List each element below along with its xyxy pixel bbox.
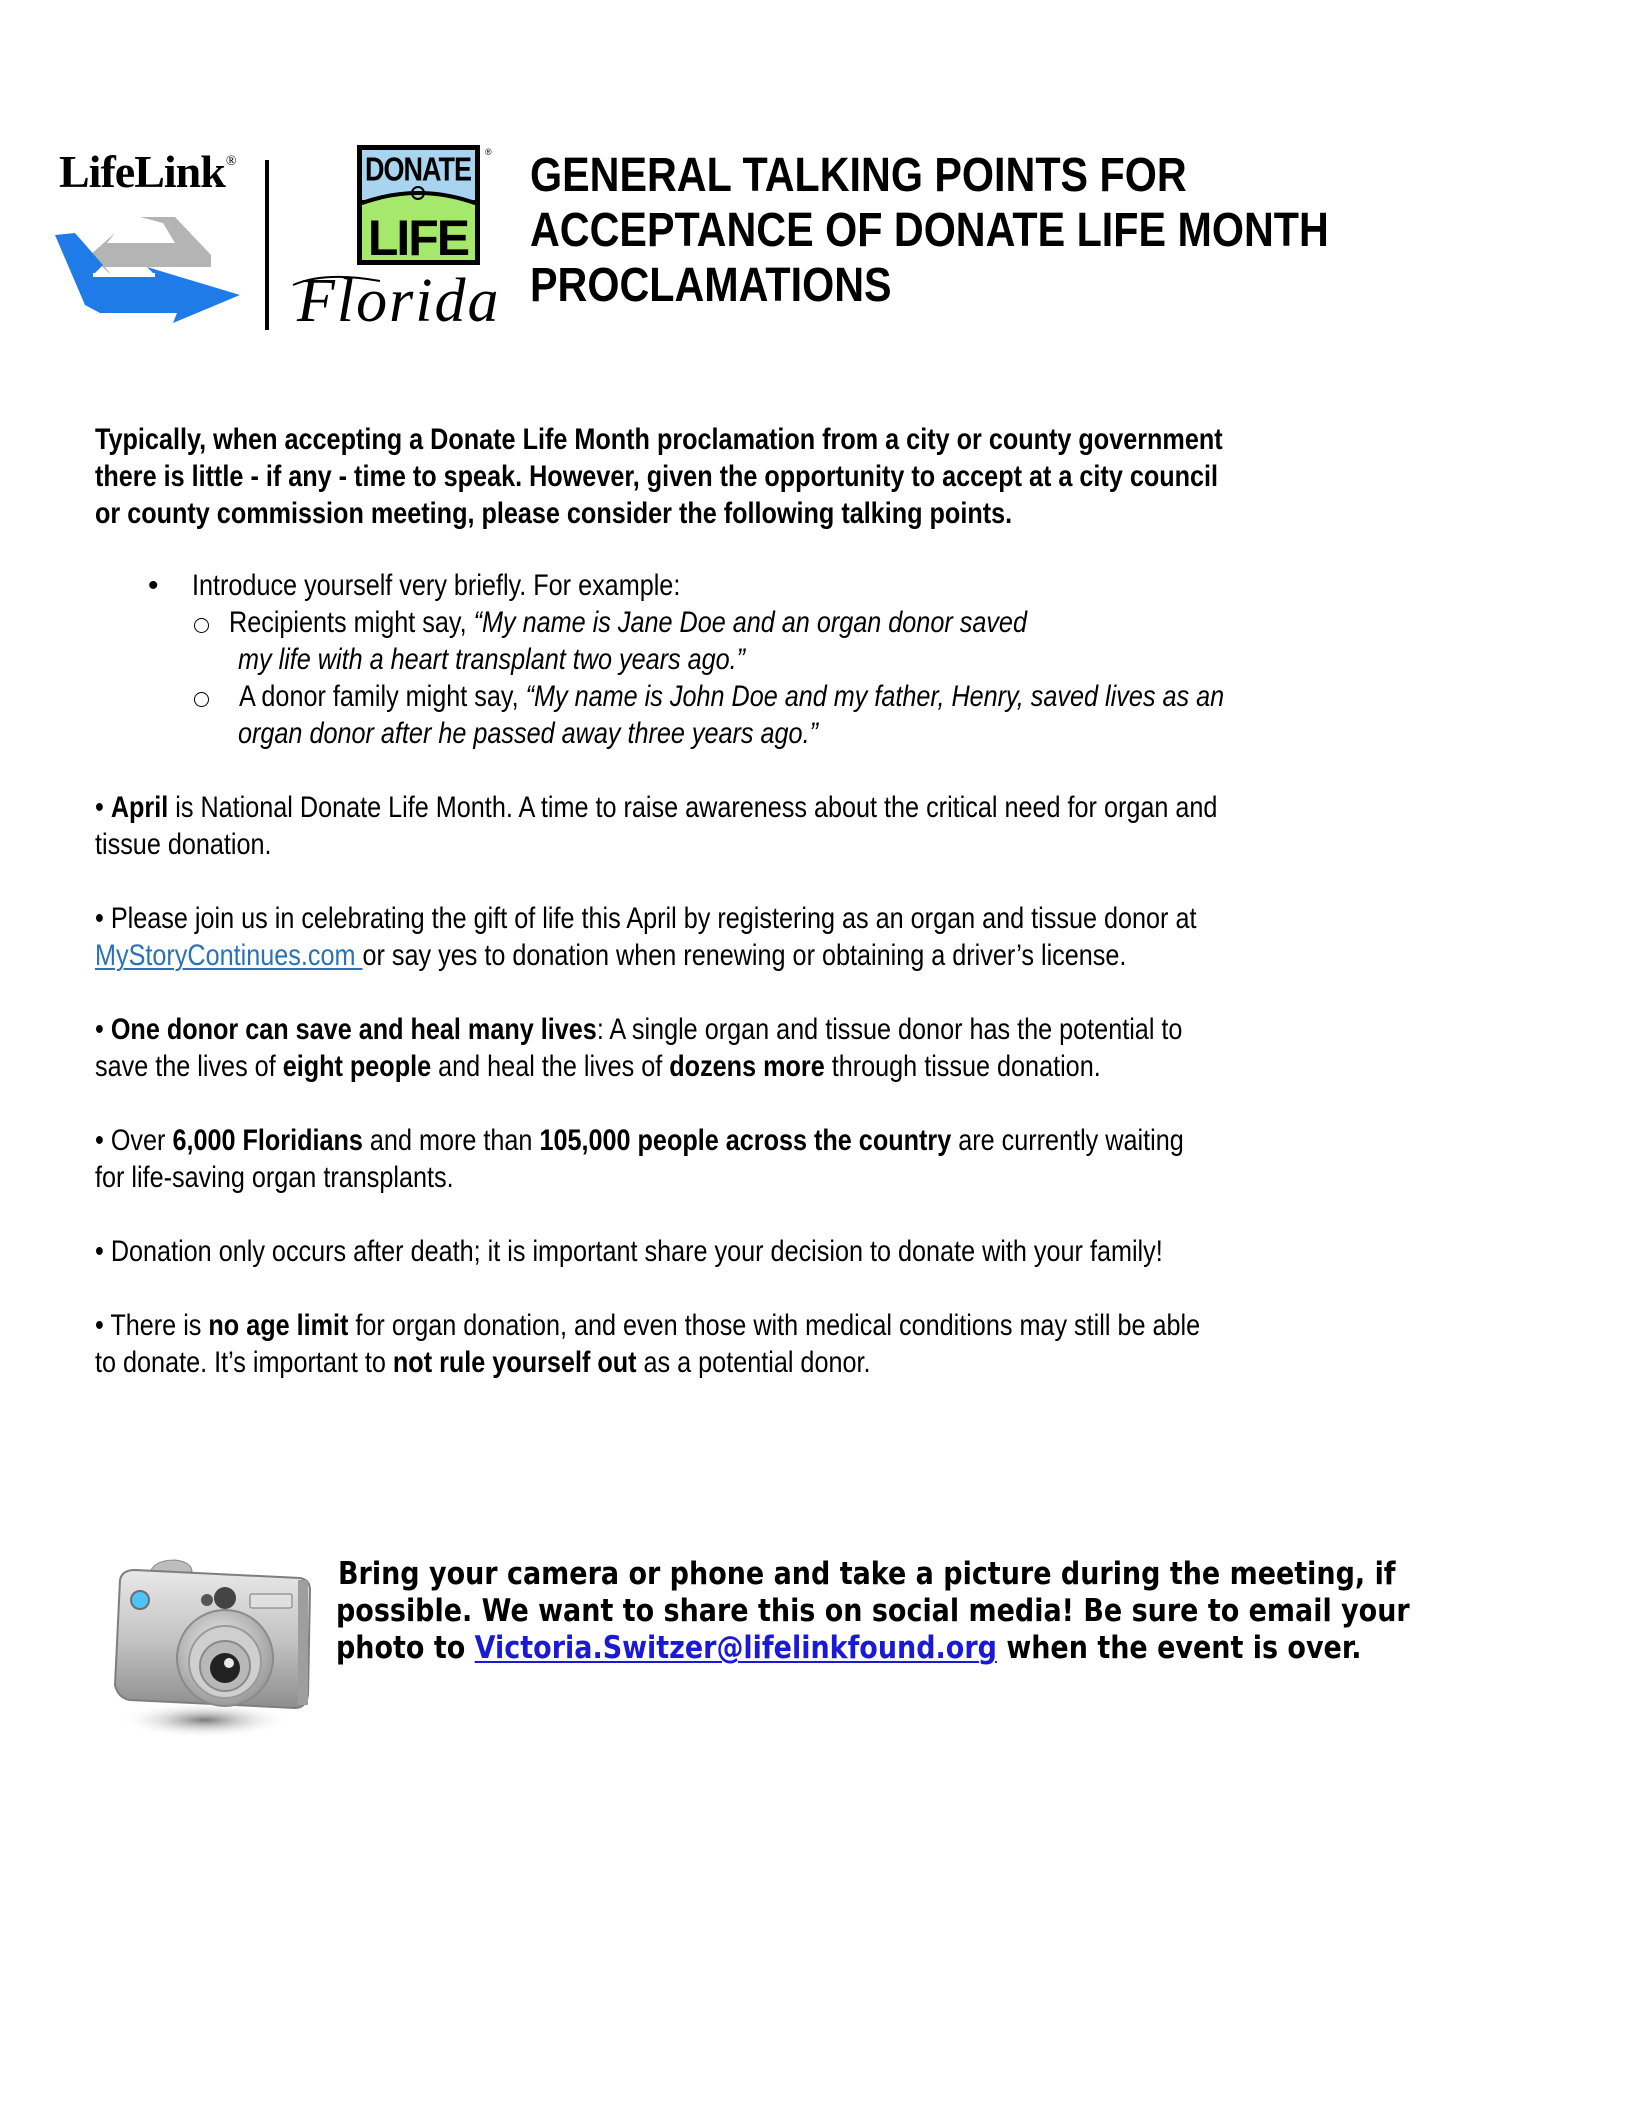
no-age-line-2 (95, 1344, 871, 1381)
no-age-text: as a potential donor. (636, 1346, 871, 1379)
waiting-text: • Over (95, 1124, 173, 1157)
lifelink-logo (55, 145, 255, 325)
waiting-line-1 (95, 1122, 1184, 1159)
donor-family-quote: “My name is John Doe and my father, Henry, saved lives as an (525, 680, 1225, 713)
camera-line-1: Bring your camera or phone and take a picture during the meeting, if (338, 1556, 1396, 1592)
dozens-more-bold: dozens more (669, 1050, 825, 1083)
recipient-lead: Recipients might say, (229, 606, 474, 639)
recipient-quote: “My name is Jane Doe and an organ donor saved (473, 606, 1027, 639)
people-country-bold: 105,000 people across the country (539, 1124, 952, 1157)
join-text: or say yes to donation when renewing or obtaining a driver’s license. (362, 939, 1127, 972)
intro-line-1: Typically, when accepting a Donate Life Month proclamation from a city or county government (95, 423, 1223, 456)
sub-bullet-marker (194, 692, 209, 707)
email-link[interactable]: Victoria.Switzer@lifelinkfound.org (474, 1630, 997, 1666)
svg-text:®: ® (485, 147, 492, 157)
no-age-text: to donate. It’s important to (95, 1346, 393, 1379)
eight-people-bold: eight people (282, 1050, 432, 1083)
donate-life-emblem-icon (285, 143, 515, 333)
one-donor-line-1 (95, 1011, 1182, 1048)
intro-line-3: or county commission meeting, please consider the following talking points. (95, 497, 1013, 530)
bullet-marker: • (148, 569, 159, 602)
recipient-example-line-2: my life with a heart transplant two years ago.” (238, 643, 746, 676)
introduce-text: Introduce yourself very briefly. For example: (192, 569, 681, 602)
sub-bullet-marker (194, 618, 209, 633)
waiting-line-2: for life-saving organ transplants. (95, 1161, 454, 1194)
one-donor-text: and heal the lives of (431, 1050, 670, 1083)
intro-line-2: there is little - if any - time to speak. However, given the opportunity to accept at a city council (95, 460, 1219, 493)
april-line-1 (95, 789, 1217, 826)
no-age-text: for organ donation, and even those with medical conditions may still be able (348, 1309, 1201, 1342)
april-bold: April (110, 791, 169, 824)
camera-text: photo to (336, 1630, 475, 1666)
after-death-line: • Donation only occurs after death; it is important share your decision to donate with your family! (95, 1235, 1163, 1268)
registered-mark: ® (225, 154, 236, 169)
one-donor-text: : A single organ and tissue donor has the potential to (596, 1013, 1183, 1046)
title-line-2: ACCEPTANCE OF DONATE LIFE MONTH (530, 204, 1329, 257)
one-donor-line-2 (95, 1048, 1101, 1085)
join-line-2 (95, 937, 1126, 974)
april-line-2: tissue donation. (95, 828, 272, 861)
donate-life-florida-logo (285, 143, 515, 333)
one-donor-text: save the lives of (95, 1050, 283, 1083)
svg-text:DONATE: DONATE (365, 150, 471, 189)
floridians-bold: 6,000 Floridians (172, 1124, 363, 1157)
no-age-text: • There is (95, 1309, 209, 1342)
join-line-1: • Please join us in celebrating the gift of life this April by registering as an organ and tissue donor at (95, 902, 1197, 935)
camera-line-3 (336, 1630, 1362, 1667)
title-line-3: PROCLAMATIONS (530, 259, 892, 312)
one-donor-bold: One donor can save and heal many lives (110, 1013, 597, 1046)
waiting-text: are currently waiting (951, 1124, 1184, 1157)
lifelink-wordmark-text: LifeLink (59, 146, 225, 197)
bullet-marker: • (95, 791, 111, 824)
no-age-line-1 (95, 1307, 1200, 1344)
svg-text:Florida: Florida (297, 267, 501, 333)
logo-divider (265, 160, 269, 330)
title-line-1: GENERAL TALKING POINTS FOR (530, 149, 1187, 202)
april-text: is National Donate Life Month. A time to raise awareness about the critical need for organ and (168, 791, 1218, 824)
recipient-example-line-1 (229, 604, 1027, 641)
camera-icon (100, 1550, 315, 1745)
donor-family-example-line-1 (239, 678, 1224, 715)
donor-family-lead: A donor family might say, (239, 680, 526, 713)
waiting-text: and more than (362, 1124, 540, 1157)
not-rule-out-bold: not rule yourself out (392, 1346, 637, 1379)
camera-text: when the event is over. (996, 1630, 1362, 1666)
lifelink-arrows-icon (55, 145, 255, 325)
mystorycontinues-link[interactable]: MyStoryContinues.com (95, 939, 363, 972)
camera-line-2: possible. We want to share this on social media! Be sure to email your (336, 1593, 1410, 1629)
one-donor-text: through tissue donation. (824, 1050, 1101, 1083)
donor-family-example-line-2: organ donor after he passed away three years ago.” (238, 717, 818, 750)
page-title (530, 148, 1329, 313)
svg-text:LIFE: LIFE (367, 210, 469, 266)
bullet-marker: • (95, 1013, 111, 1046)
no-age-limit-bold: no age limit (208, 1309, 349, 1342)
